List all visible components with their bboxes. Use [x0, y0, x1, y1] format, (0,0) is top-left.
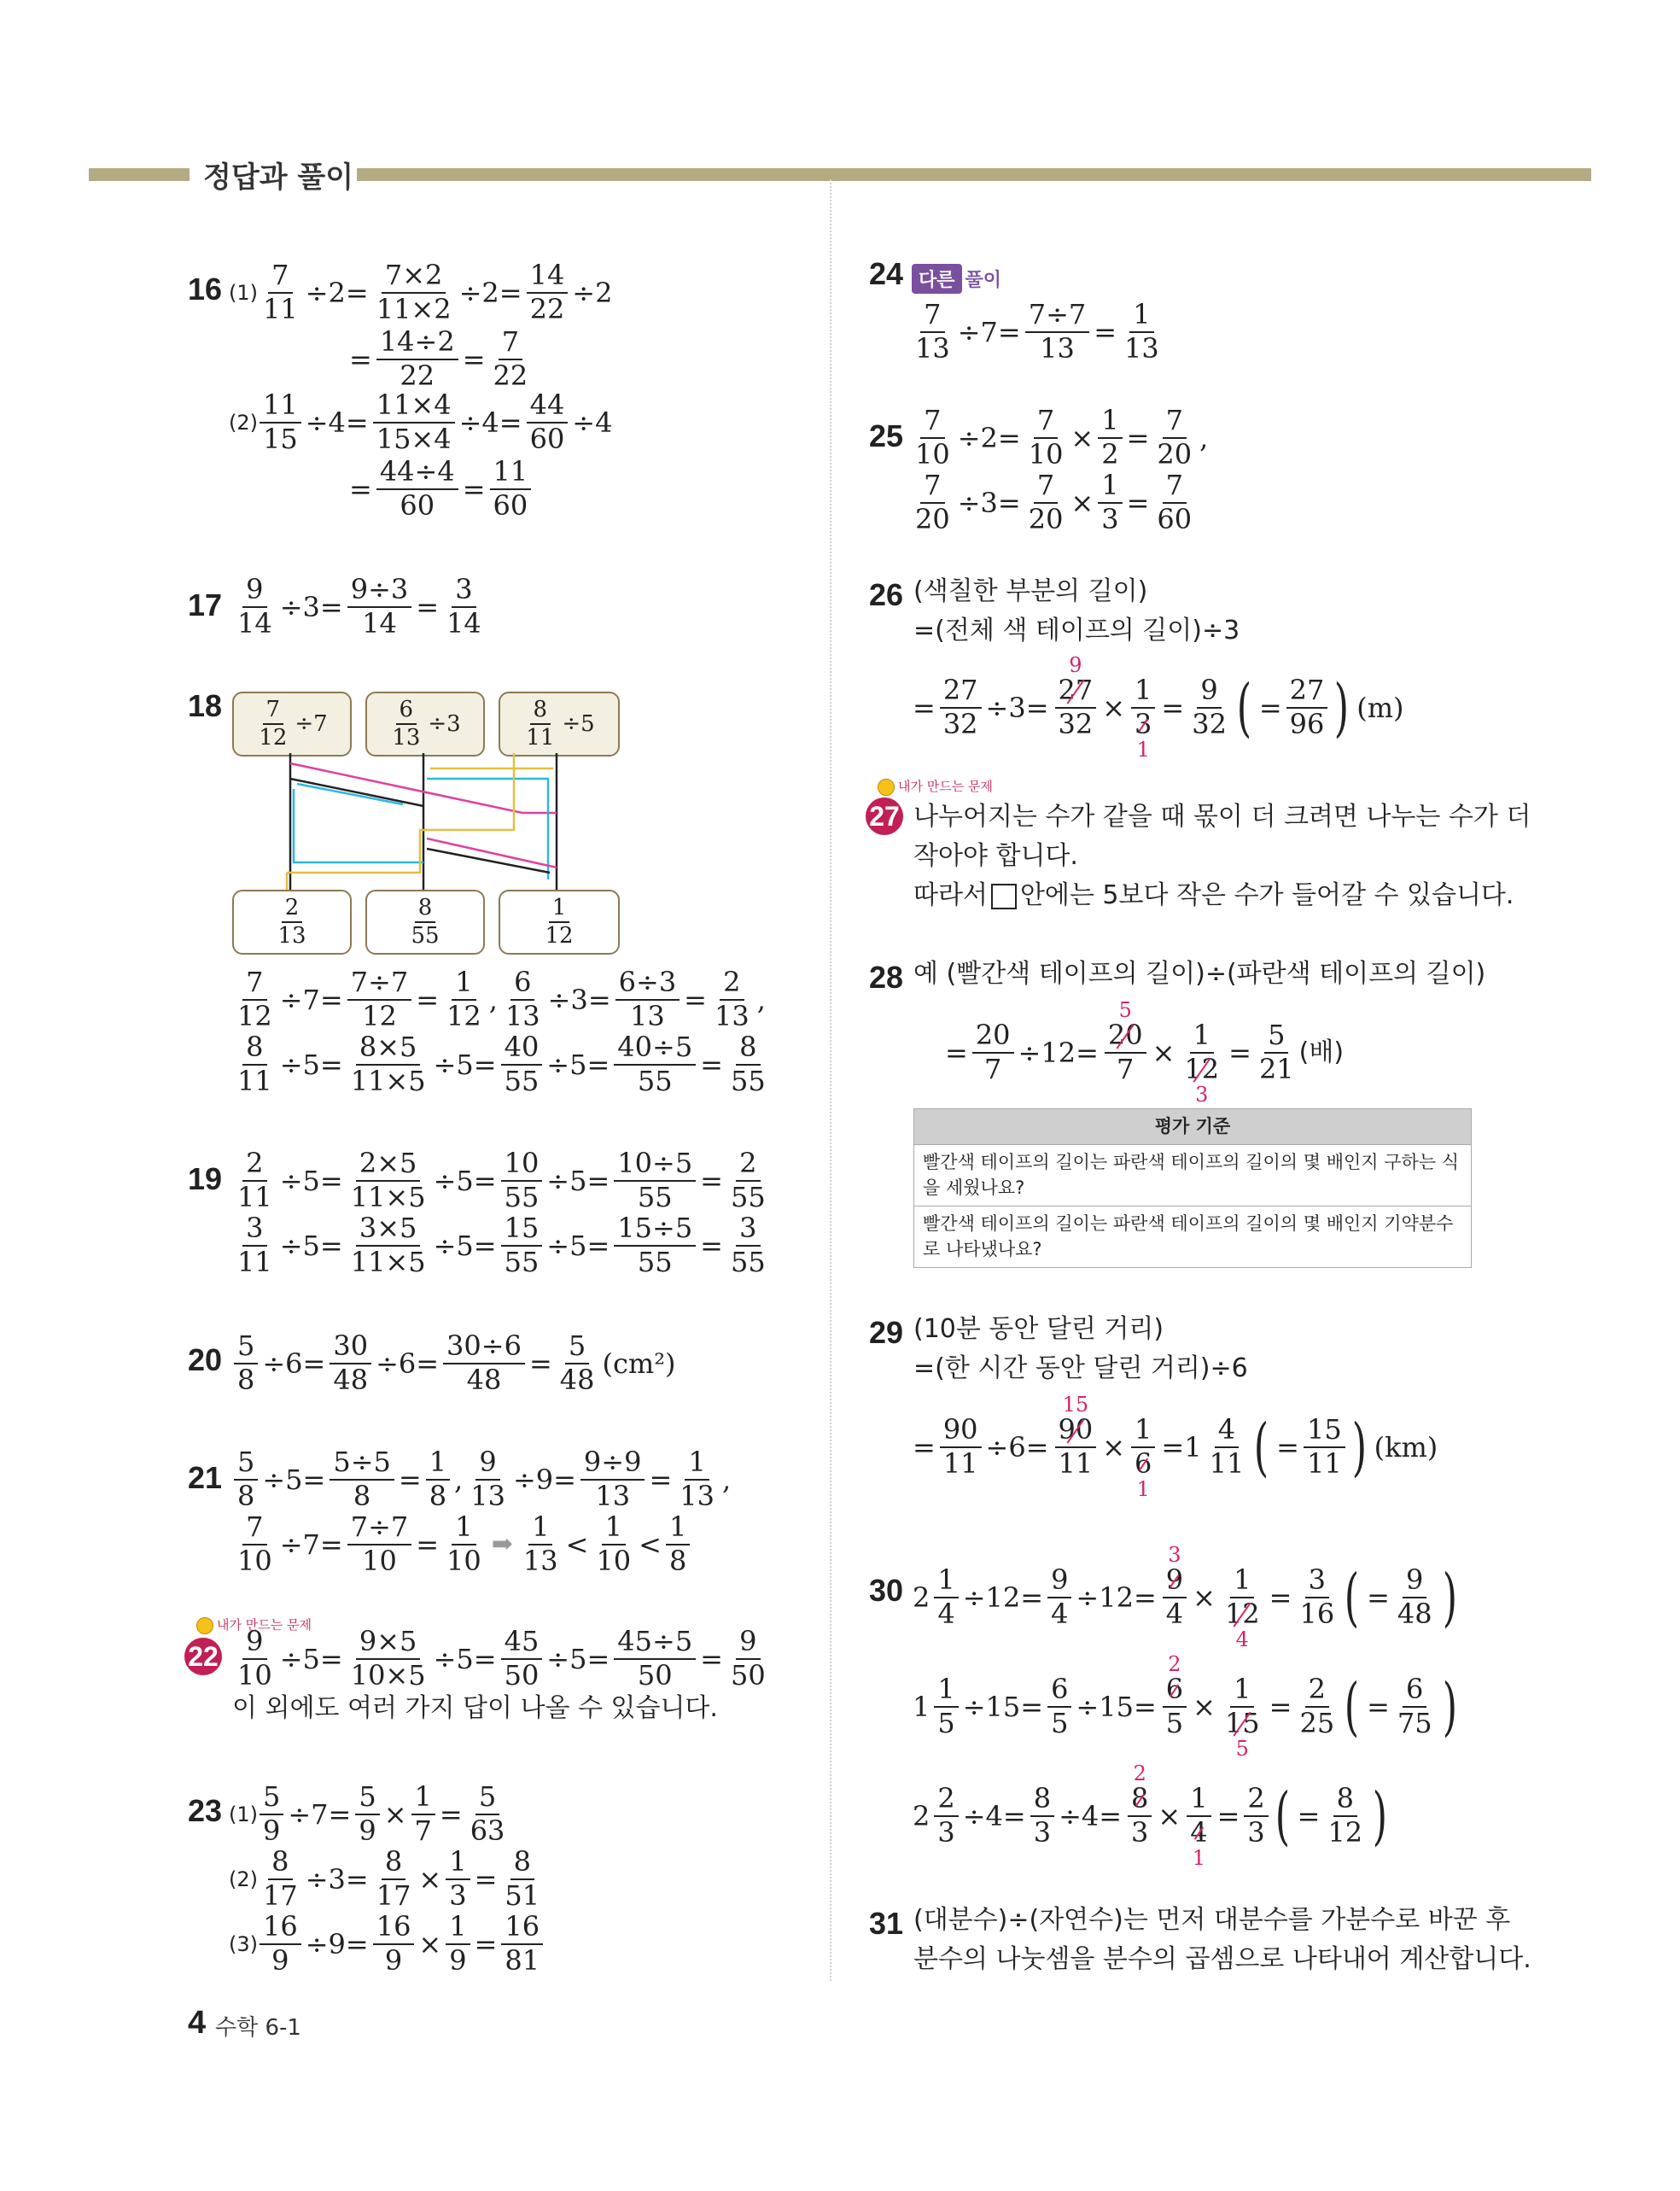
q27-line1: 나누어지는 수가 같을 때 몫이 더 크려면 나누는 수가 더 [913, 802, 1531, 832]
q19-number: 19 [188, 1161, 223, 1196]
q16-number: 16 [188, 272, 223, 307]
q18-top-card-2: $\frac{6}{13}$ ÷3 [365, 692, 485, 757]
q20-equation: $\frac{5}{8}$ ÷6= $\frac{30}{48}$ ÷6= $\frac{30\div 6}{48}$ = $\frac{5}{48}$ (cm²) [232, 1332, 679, 1394]
q28-line1: 예 (빨간색 테이프의 길이)÷(파란색 테이프의 길이) [913, 959, 1486, 989]
q19-equation-1: $\frac{2}{11}$ ÷5= $\frac{2\times 5}{11\times 5}$ ÷5= $\frac{10}{55}$ ÷5= $\frac{10\div 5}{55}$ = $\frac{2}{55}$ [237, 1147, 766, 1213]
q18-top-card-3: $\frac{8}{11}$ ÷5 [499, 692, 620, 757]
q25-equation-1: $\frac{7}{10}$ ÷2= $\frac{7}{10}$ × $\frac{1}{2}$ = $\frac{7}{20}$ , [915, 404, 1209, 470]
page-title: 정답과 풀이 [203, 161, 354, 195]
q23-1-equation: (1) $\frac{5}{9}$ ÷7= $\frac{5}{9}$ × $\frac{1}{7}$ = $\frac{5}{63}$ [229, 1780, 505, 1847]
q30-number: 30 [869, 1573, 904, 1608]
q16-1-line2: = $\frac{14\div 2}{22}$ = $\frac{7}{22}$ [349, 325, 528, 392]
q17-equation: $\frac{9}{14}$ ÷3= $\frac{9\div 3}{14}$ = $\frac{3}{14}$ [237, 573, 481, 640]
q21-number: 21 [188, 1460, 223, 1495]
q30-equation-1: 2 $\frac{1}{4}$ ÷12= $\frac{9}{4}$ ÷12= 3 9 4 × 1 12 4 = $\frac{3}{16}$ ( = $\frac{9}{48}$ ) [913, 1543, 1457, 1652]
q31-line1: (대분수)÷(자연수)는 먼저 대분수를 가분수로 바꾼 후 [913, 1905, 1511, 1935]
smiley-icon [196, 1617, 213, 1634]
q16-part2-label: (2) [229, 410, 258, 435]
q28-equation: = $\frac{20}{7}$ ÷12= 5 20 7 × 1 12 3 = $\frac{5}{21}$ (배) [945, 998, 1345, 1107]
q17-number: 17 [188, 587, 223, 622]
q16-2-line2: = $\frac{44\div 4}{60}$ = $\frac{11}{60}$ [347, 458, 533, 520]
q25-equation-2: $\frac{7}{20}$ ÷3= $\frac{7}{20}$ × $\frac{1}{3}$ = $\frac{7}{60}$ [915, 469, 1193, 535]
q16-2-line1: (2) $\frac{11}{15}$ ÷4= $\frac{11\times 4}{15\times 4}$ ÷4= $\frac{44}{60}$ ÷4 [229, 389, 613, 455]
q23-part1-label: (1) [229, 1802, 258, 1826]
evaluation-criteria-table [913, 1108, 1472, 1268]
q22-number: 22 [184, 1638, 222, 1675]
q21-equation-1: $\frac{5}{8}$ ÷5= $\frac{5\div 5}{8}$ = $\frac{1}{8}$ , $\frac{9}{13}$ ÷9= $\frac{9\div 9}{13}$ = $\frac{1}{13}$ , [232, 1448, 733, 1510]
q31-number: 31 [869, 1906, 904, 1941]
q22-equation: $\frac{9}{10}$ ÷5= $\frac{9\times 5}{10\times 5}$ ÷5= $\frac{45}{50}$ ÷5= $\frac{45\div 5}{50}$ = $\frac{9}{50}$ [237, 1625, 766, 1691]
q18-equation-2: $\frac{8}{11}$ ÷5= $\frac{8\times 5}{11\times 5}$ ÷5= $\frac{40}{55}$ ÷5= $\frac{40\div 5}{55}$ = $\frac{8}{55}$ [237, 1031, 766, 1097]
q26-equation: = $\frac{27}{32}$ ÷3= 9 27 32 × 1 3 1 = $\frac{9}{32}$ ( = $\frac{27}{96}$ ) (m) [913, 653, 1404, 762]
q23-part3-label: (3) [229, 1931, 258, 1956]
header-bar-right [357, 168, 1591, 181]
q29-line1: (10분 동안 달린 거리) [913, 1314, 1164, 1344]
q26-unit: (m) [1356, 691, 1404, 724]
q20-number: 20 [188, 1342, 223, 1377]
header-bar-left [89, 168, 190, 181]
eval-row-2: 빨간색 테이프의 길이는 파란색 테이프의 길이의 몇 배인지 기약분수로 나타냈나요? [914, 1207, 1472, 1268]
q26-line1: (색칠한 부분의 길이) [913, 576, 1148, 606]
column-divider [830, 179, 831, 1981]
smiley-icon [878, 779, 895, 796]
q27-tag: 내가 만드는 문제 [898, 779, 993, 794]
eval-header: 평가 기준 [914, 1109, 1472, 1145]
q31-line2: 분수의 나눗셈을 분수의 곱셈으로 나타내어 계산합니다. [913, 1944, 1531, 1974]
q26-line2: =(전체 색 테이프의 길이)÷3 [913, 616, 1240, 646]
q23-2-equation: (2) $\frac{8}{17}$ ÷3= $\frac{8}{17}$ × $\frac{1}{3}$ = $\frac{8}{51}$ [229, 1845, 540, 1912]
q18-bottom-card-3: 1 12 [499, 890, 620, 955]
arrow-right-icon: ➡ [491, 1528, 513, 1559]
q16-part1-label: (1) [229, 280, 258, 305]
q21-equation-2: $\frac{7}{10}$ ÷7= $\frac{7\div 7}{10}$ = $\frac{1}{10}$ ➡ 1 13 < 1 10 < 1 8 [232, 1513, 691, 1575]
q29-unit: (km) [1374, 1430, 1438, 1464]
q25-number: 25 [869, 418, 904, 453]
q23-3-equation: (3) $\frac{16}{9}$ ÷9= $\frac{16}{9}$ × $\frac{1}{9}$ = $\frac{16}{81}$ [229, 1913, 545, 1975]
q24-number: 24 [869, 256, 904, 291]
q18-bottom-card-2: 8 55 [365, 890, 485, 955]
q24-equation: $\frac{7}{13}$ ÷7= $\frac{7\div 7}{13}$ = $\frac{1}{13}$ [915, 298, 1159, 365]
q30-equation-3: 2 $\frac{2}{3}$ ÷4= $\frac{8}{3}$ ÷4= 2 8 3 × 1 4 1 = $\frac{2}{3}$ ( = $\frac{8}{12}$ ) [913, 1762, 1388, 1871]
q22-tag: 내가 만드는 문제 [217, 1617, 312, 1633]
q29-number: 29 [869, 1315, 904, 1350]
footer-subject: 수학 6-1 [215, 2015, 301, 2041]
q29-equation: = $\frac{90}{11}$ ÷6= 15 90 11 × 1 6 1 =1 4 11 ( = $\frac{15}{11}$ ) (km) [913, 1393, 1438, 1502]
q24-badge: 다른 풀이 [912, 260, 1001, 294]
q18-equation-1: $\frac{7}{12}$ ÷7= $\frac{7\div 7}{12}$ = $\frac{1}{12}$ , $\frac{6}{13}$ ÷3= $\frac{6\div 3}{13}$ = $\frac{2}{13}$ , [237, 966, 766, 1032]
q20-unit: (cm²) [602, 1347, 676, 1380]
q18-number: 18 [188, 688, 223, 723]
eval-row-1: 빨간색 테이프의 길이는 파란색 테이프의 길이의 몇 배인지 구하는 식을 세웠나요? [914, 1145, 1472, 1207]
q27-line3: 따라서 안에는 5보다 작은 수가 들어갈 수 있습니다. [913, 880, 1514, 910]
q27-number: 27 [866, 798, 903, 835]
q18-bottom-card-1: 2 13 [232, 890, 352, 955]
q30-equation-2: 1 $\frac{1}{5}$ ÷15= $\frac{6}{5}$ ÷15= 2 6 5 × 1 15 5 = $\frac{2}{25}$ ( = $\frac{6}{75}$ ) [913, 1652, 1457, 1762]
q19-equation-2: $\frac{3}{11}$ ÷5= $\frac{3\times 5}{11\times 5}$ ÷5= $\frac{15}{55}$ ÷5= $\frac{15\div 5}{55}$ = $\frac{3}{55}$ [237, 1212, 766, 1278]
q23-number: 23 [188, 1793, 223, 1828]
q28-number: 28 [869, 960, 904, 995]
q28-unit: (배) [1298, 1037, 1345, 1067]
q18-top-card-1: $\frac{7}{12}$ ÷7 [232, 692, 352, 757]
q26-number: 26 [869, 577, 904, 612]
q22-note: 이 외에도 여러 가지 답이 나올 수 있습니다. [232, 1693, 718, 1723]
q27-line2: 작아야 합니다. [913, 841, 1078, 871]
q16-1-line1: (1) $\frac{7}{11}$ ÷2= $\frac{7\times 2}{11\times 2}$ ÷2= $\frac{14}{22}$ ÷2 [229, 259, 613, 325]
q29-line2: =(한 시간 동안 달린 거리)÷6 [913, 1353, 1248, 1383]
q23-part2-label: (2) [229, 1867, 258, 1891]
blank-box [991, 884, 1017, 909]
page-number: 4 [188, 2005, 207, 2041]
q18-ladder-lines [232, 753, 618, 890]
